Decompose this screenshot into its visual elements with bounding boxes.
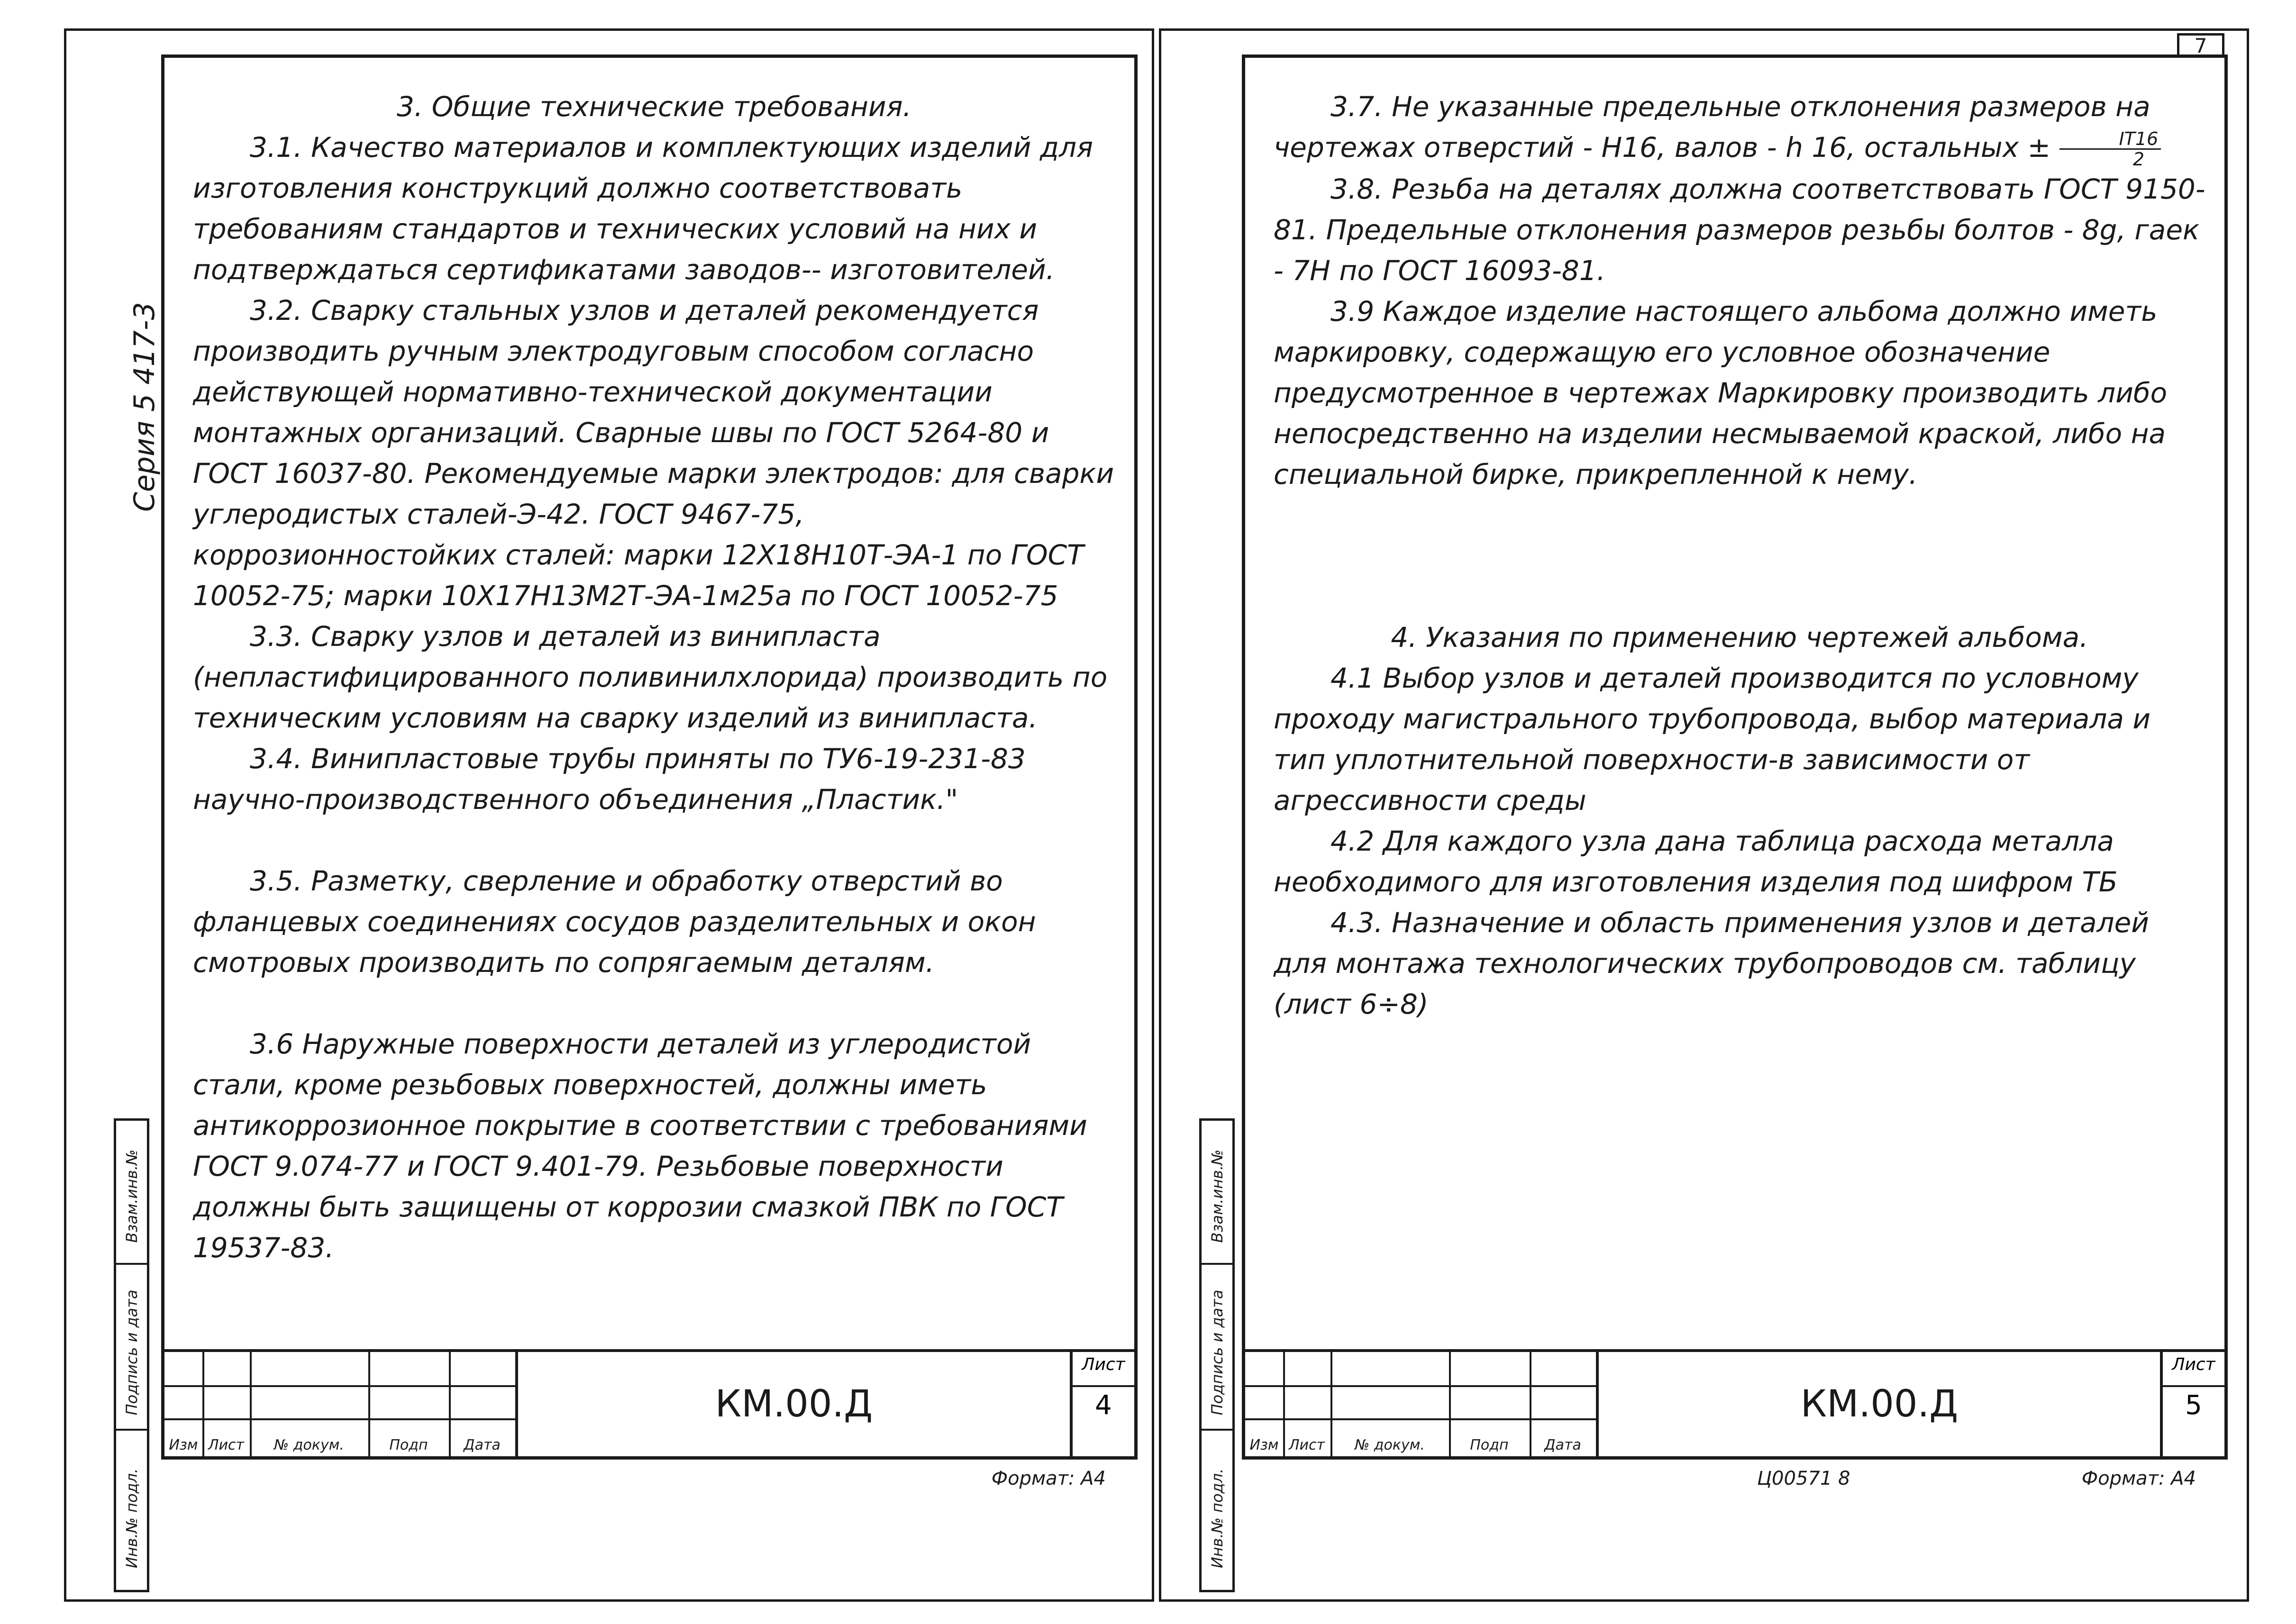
right-title-block bbox=[1245, 1349, 2224, 1456]
right-strip-vzam: Взам.инв.№ bbox=[1208, 1149, 1226, 1243]
paragraph-3-7: 3.7. Не указанные предельные отклонения размеров на чертежах отверстий - Н16, валов - h 16, остальных ± $\frac{IT16}{2}$ bbox=[1274, 86, 2205, 169]
paragraph-3-6: 3.6 Наружные поверхности деталей из углеродистой стали, кроме резьбовых поверхностей, должны иметь антикоррозионное покрытие в соответствии с требованиями ГОСТ 9.074-77 и ГОСТ 9.401-79. Резьбовые поверхности должны быть защищены от коррозии смазкой ПВК по ГОСТ 19537-83. bbox=[193, 1028, 1087, 1264]
stamp-col-izm: Изм bbox=[1249, 1437, 1279, 1453]
stamp-col-doc: № докум. bbox=[1355, 1437, 1425, 1453]
right-section-title: 4. Указания по применению чертежей альбома. bbox=[1391, 621, 2088, 654]
left-sheet-number: 4 bbox=[1095, 1390, 1112, 1421]
stamp-col-list: Лист bbox=[208, 1437, 245, 1453]
paragraph-3-9: 3.9 Каждое изделие настоящего альбома должно иметь маркировку, содержащую его условное обозначение предусмотренное в чертежах Маркировку производить либо непосредственно на изделии несмываемой краской, либо на специальной бирке, прикрепленной к нему. bbox=[1274, 295, 2168, 491]
left-sheet bbox=[161, 54, 1138, 1489]
paragraph-4-1: 4.1 Выбор узлов и деталей производится по условному проходу магистрального трубопровода, выбор материала и тип уплотнительной поверхности-в зависимости от агрессивности среды bbox=[1274, 662, 2151, 817]
right-corner-number: 7 bbox=[2177, 33, 2224, 58]
left-text-block bbox=[193, 86, 1115, 1268]
series-label: Серия 5 417-3 bbox=[128, 302, 161, 512]
left-stamp-labels bbox=[164, 1437, 515, 1453]
paragraph-3-4: 3.4. Винипластовые трубы приняты по ТУ6-19-231-83 научно-производственного объединения „Пластик." bbox=[193, 743, 1026, 816]
right-format: Формат: А4 bbox=[2081, 1468, 2196, 1489]
left-sheet-box bbox=[1070, 1352, 1134, 1456]
stamp-col-podp: Подп bbox=[389, 1437, 428, 1453]
stamp-col-izm: Изм bbox=[169, 1437, 198, 1453]
stamp-col-date: Дата bbox=[1544, 1437, 1581, 1453]
left-stamp-code: КМ.00.Д bbox=[715, 1383, 873, 1425]
left-side-strip bbox=[114, 1118, 149, 1592]
paragraph-3-3: 3.3. Сварку узлов и деталей из винипласта (непластифицированного поливинилхлорида) производить по техническим условиям на сварку изделий из винипласта. bbox=[193, 620, 1108, 734]
tolerance-fraction: $\frac{IT16}{2}$ bbox=[2059, 129, 2161, 169]
left-strip-sign: Подпись и дата bbox=[122, 1289, 141, 1415]
right-sheet-number: 5 bbox=[2185, 1390, 2202, 1421]
left-title-block bbox=[164, 1349, 1134, 1456]
left-sheet-label: Лист bbox=[1073, 1355, 1134, 1387]
paragraph-3-5: 3.5. Разметку, сверление и обработку отверстий во фланцевых соединениях сосудов разделительных и окон смотровых производить по сопрягаемым деталям. bbox=[193, 865, 1036, 979]
right-sheet-box bbox=[2160, 1352, 2224, 1456]
right-text-block bbox=[1274, 86, 2205, 1025]
left-strip-inv: Инв.№ подл. bbox=[122, 1468, 141, 1569]
right-strip-sign: Подпись и дата bbox=[1208, 1289, 1226, 1415]
right-sheet-label: Лист bbox=[2163, 1355, 2224, 1387]
paragraph-3-2: 3.2. Сварку стальных узлов и деталей рекомендуется производить ручным электродуговым способом согласно действующей нормативно-технической документации монтажных организаций. Сварные швы по ГОСТ 5264-80 и ГОСТ 16037-80. Рекомендуемые марки электродов: для сварки углеродистых сталей-Э-42. ГОСТ 9467-75, коррозионностойких сталей: марки 12Х18Н10Т-ЭА-1 по ГОСТ 10052-75; марки 10Х17Н13М2Т-ЭА-1м25а по ГОСТ 10052-75 bbox=[193, 294, 1114, 612]
stamp-col-list: Лист bbox=[1288, 1437, 1325, 1453]
paragraph-3-1: 3.1. Качество материалов и комплектующих изделий для изготовления конструкций должно соответствовать требованиям стандартов и технических условий на них и подтверждаться сертификатами заводов-- изготовителей. bbox=[193, 131, 1093, 286]
left-format: Формат: А4 bbox=[991, 1468, 1106, 1489]
right-side-strip bbox=[1199, 1118, 1235, 1592]
right-stamp-code: КМ.00.Д bbox=[1800, 1383, 1959, 1425]
left-section-title: 3. Общие технические требования. bbox=[397, 91, 911, 123]
stamp-col-date: Дата bbox=[464, 1437, 501, 1453]
right-stamp-labels bbox=[1245, 1437, 1596, 1453]
right-inventory: Ц00571 8 bbox=[1757, 1468, 1850, 1489]
paragraph-4-3: 4.3. Назначение и область применения узлов и деталей для монтажа технологических трубопроводов см. таблицу (лист 6÷8) bbox=[1274, 907, 2150, 1021]
right-strip-inv: Инв.№ подл. bbox=[1208, 1468, 1226, 1569]
left-strip-vzam: Взам.инв.№ bbox=[122, 1149, 141, 1243]
paragraph-3-8: 3.8. Резьба на деталях должна соответствовать ГОСТ 9150-81. Предельные отклонения размеров резьбы болтов - 8g, гаек - 7Н по ГОСТ 16093-81. bbox=[1274, 173, 2205, 287]
stamp-col-doc: № докум. bbox=[274, 1437, 344, 1453]
stamp-col-podp: Подп bbox=[1470, 1437, 1509, 1453]
paragraph-4-2: 4.2 Для каждого узла дана таблица расхода металла необходимого для изготовления изделия под шифром ТБ bbox=[1274, 825, 2118, 898]
right-sheet bbox=[1242, 34, 2228, 1489]
